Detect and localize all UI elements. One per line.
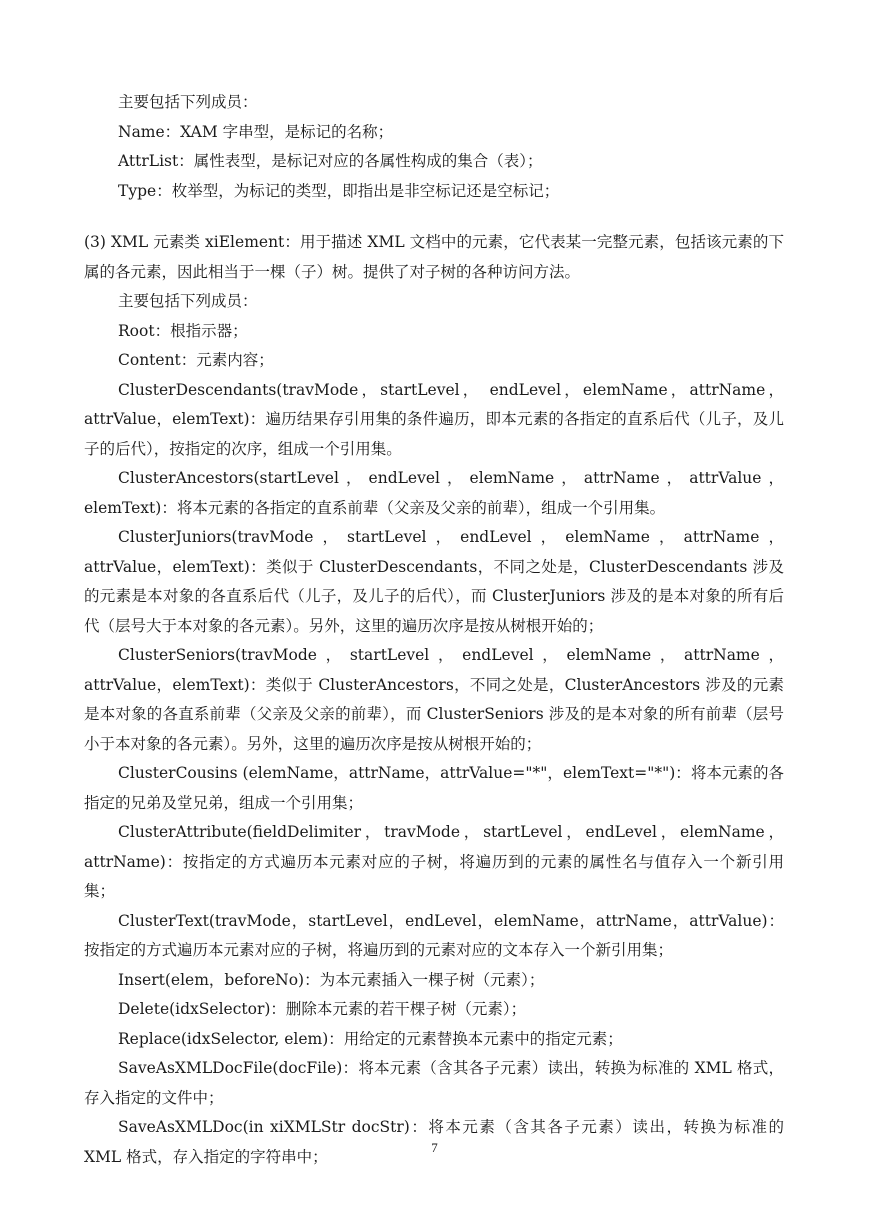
member-item: SaveAsXMLDoc(in xiXMLStr docStr)：将本元素（含其各子元素）读出，转换为标准的 XML 格式，存入指定的字符串中； xyxy=(84,1118,784,1166)
section-heading: (3) XML 元素类 xiElement：用于描述 XML 文档中的元素，它代表某一完整元素，包括该元素的下属的各元素，因此相当于一棵（子）树。提供了对子树的各种访问方法。 xyxy=(84,233,784,281)
member-item: ClusterAttribute(fieldDelimiter，travMode，startLevel，endLevel，elemName，attrName)：按指定的方式遍历本元素对应的子树，将遍历到的元素的属性名与值存入一个新引用集； xyxy=(84,823,784,900)
member-item: ClusterAncestors(startLevel，endLevel，elemName，attrName，attrValue，elemText)：将本元素的各指定的直系前辈（父亲及父亲的前辈），组成一个引用集。 xyxy=(84,469,784,517)
member-item: Content：元素内容； xyxy=(118,351,274,369)
members-intro: 主要包括下列成员： xyxy=(118,93,258,111)
member-item: SaveAsXMLDocFile(docFile)：将本元素（含其各子元素）读出，转换为标准的 XML 格式，存入指定的文件中； xyxy=(84,1059,784,1107)
member-item: Replace(idxSelector, elem)：用给定的元素替换本元素中的指定元素； xyxy=(118,1029,623,1048)
member-item: Insert(elem，beforeNo)：为本元素插入一棵子树（元素）； xyxy=(118,970,545,989)
member-item: ClusterJuniors(travMode，startLevel，endLevel，elemName，attrName，attrValue，elemText)：类似于 ClusterDescendants，不同之处是，ClusterDescendants 涉及的元素是本对象的各直系后代（儿子，及儿子的后代），而 ClusterJuniors 涉及的是本对象的所有后代（层号大于本对象的各元素）。另外，这里的遍历次序是按从树根开始的； xyxy=(84,528,784,635)
paragraph-gap xyxy=(84,206,784,228)
body-text xyxy=(84,88,784,1172)
member-item: ClusterSeniors(travMode，startLevel，endLevel，elemName，attrName，attrValue，elemText)：类似于 ClusterAncestors，不同之处是，ClusterAncestors 涉及的元素是本对象的各直系前辈（父亲及父亲的前辈），而 ClusterSeniors 涉及的是本对象的所有前辈（层号小于本对象的各元素）。另外，这里的遍历次序是按从树根开始的； xyxy=(84,646,784,753)
member-item: ClusterText(travMode，startLevel，endLevel，elemName，attrName，attrValue)：按指定的方式遍历本元素对应的子树，将遍历到的元素对应的文本存入一个新引用集； xyxy=(84,911,784,959)
members-intro: 主要包括下列成员： xyxy=(118,292,258,310)
member-item: Type：枚举型，为标记的类型，即指出是非空标记还是空标记； xyxy=(118,181,560,200)
page-number: 7 xyxy=(431,1140,438,1155)
member-item: Delete(idxSelector)：删除本元素的若干棵子树（元素）； xyxy=(118,1000,527,1018)
member-item: AttrList：属性表型，是标记对应的各属性构成的集合（表）； xyxy=(118,152,543,170)
member-item: Name：XAM 字串型，是标记的名称； xyxy=(118,122,394,141)
member-item: Root：根指示器； xyxy=(118,321,248,340)
member-item: ClusterDescendants(travMode，startLevel， endLevel，elemName，attrName，attrValue，elemText)：遍历结果存引用集的条件遍历，即本元素的各指定的直系后代（儿子，及儿子的后代），按指定的次序，组成一个引用集。 xyxy=(84,380,784,458)
member-item: ClusterCousins (elemName，attrName，attrValue="*"，elemText="*")：将本元素的各指定的兄弟及堂兄弟，组成一个引用集； xyxy=(84,764,784,812)
